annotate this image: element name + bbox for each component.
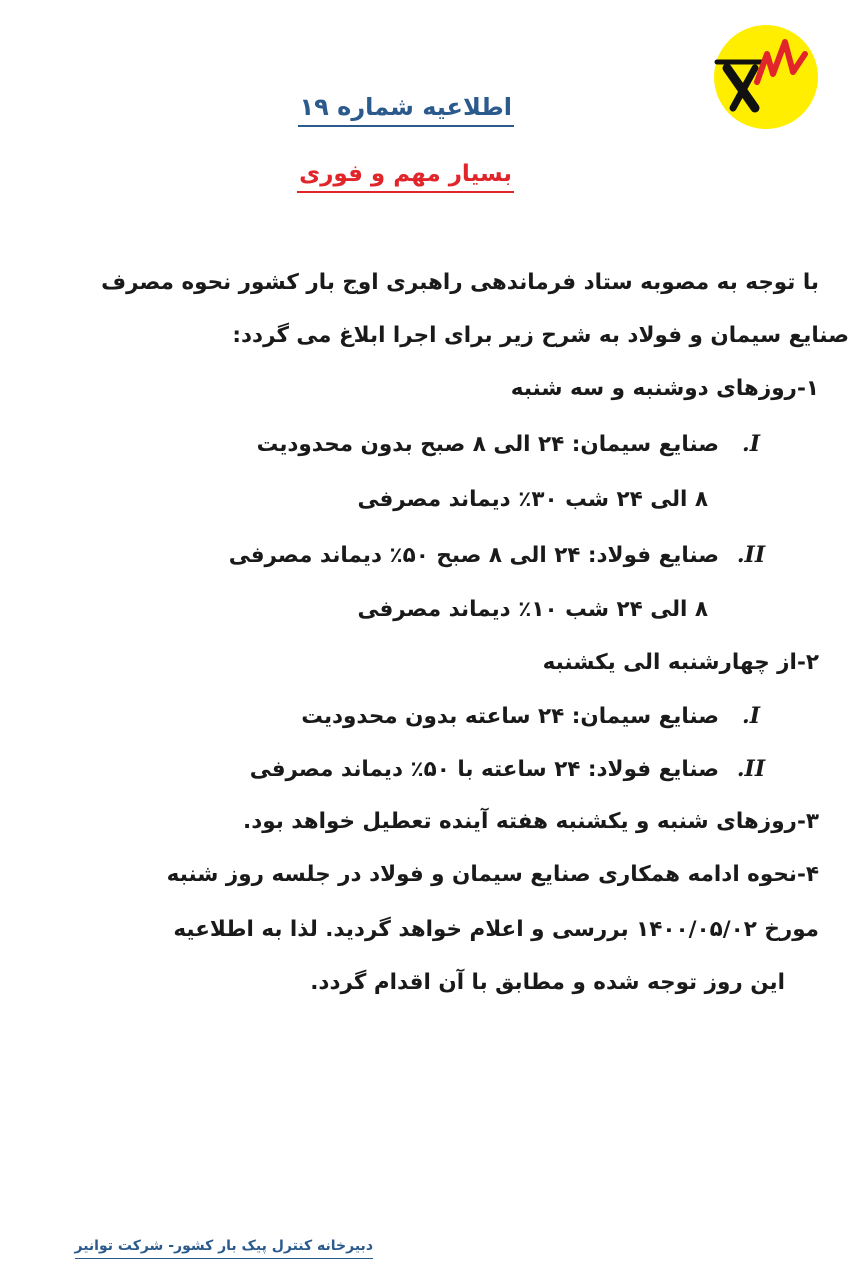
- item-1-sub-1: [257, 424, 771, 465]
- item-4-line-2: مورخ ۱۴۰۰/۰۵/۰۲ بررسی و اعلام خواهد گردید. لذا به اطلاعیه: [173, 917, 819, 942]
- item-4-line-3: این روز توجه شده و مطابق با آن اقدام گردد.: [310, 970, 785, 995]
- item-1-sub-2-line-1: صنایع فولاد: ۲۴ الی ۸ صبح ۵۰٪ دیماند مصرفی: [228, 543, 719, 568]
- item-1-sub-2-marker: II.: [736, 542, 766, 568]
- footer-signature: دبیرخانه کنترل پیک بار کشور- شرکت توانیر: [75, 1238, 374, 1259]
- notice-title: اطلاعیه شماره ۱۹: [298, 93, 515, 127]
- item-4-line-1: [167, 855, 819, 895]
- item-4-text-1: نحوه ادامه همکاری صنایع سیمان و فولاد در جلسه روز شنبه: [166, 862, 797, 887]
- item-1-sub-2: [229, 535, 771, 576]
- item-1-heading: [511, 369, 819, 409]
- item-1-sub-1-line-2: ۸ الی ۲۴ شب ۳۰٪ دیماند مصرفی: [357, 487, 708, 512]
- item-2-sub-1: [301, 696, 771, 737]
- notice-subtitle: بسیار مهم و فوری: [297, 161, 514, 193]
- item-3: [243, 802, 819, 842]
- item-1-sub-2-line-2: ۸ الی ۲۴ شب ۱۰٪ دیماند مصرفی: [357, 597, 708, 622]
- item-3-number: ۳-: [796, 809, 819, 834]
- item-2-sub-1-marker: I.: [742, 703, 760, 729]
- item-1-sub-1-line-1: صنایع سیمان: ۲۴ الی ۸ صبح بدون محدودیت: [256, 432, 719, 457]
- item-2-sub-2-line-1: صنایع فولاد: ۲۴ ساعته با ۵۰٪ دیماند مصرفی: [249, 757, 719, 782]
- intro-line-1: با توجه به مصوبه ستاد فرماندهی راهبری اوج بار کشور نحوه مصرف: [101, 270, 819, 295]
- item-4-number: ۴-: [796, 862, 819, 887]
- item-1-heading-text: روزهای دوشنبه و سه شنبه: [510, 376, 797, 401]
- item-2-sub-2-marker: II.: [736, 756, 766, 782]
- item-2-sub-2: [250, 749, 771, 790]
- item-2-heading-text: از چهارشنبه الی یکشنبه: [542, 650, 797, 675]
- item-2-sub-1-line-1: صنایع سیمان: ۲۴ ساعته بدون محدودیت: [301, 704, 719, 729]
- intro-line-2: صنایع سیمان و فولاد به شرح زیر برای اجرا ابلاغ می گردد:: [232, 323, 849, 348]
- item-2-heading: [543, 643, 819, 683]
- tavanir-logo-icon: [713, 24, 819, 130]
- item-2-number: ۲-: [796, 650, 819, 675]
- item-1-sub-1-marker: I.: [742, 431, 760, 457]
- item-1-number: ۱-: [796, 376, 819, 401]
- item-3-text: روزهای شنبه و یکشنبه هفته آینده تعطیل خواهد بود.: [243, 809, 797, 834]
